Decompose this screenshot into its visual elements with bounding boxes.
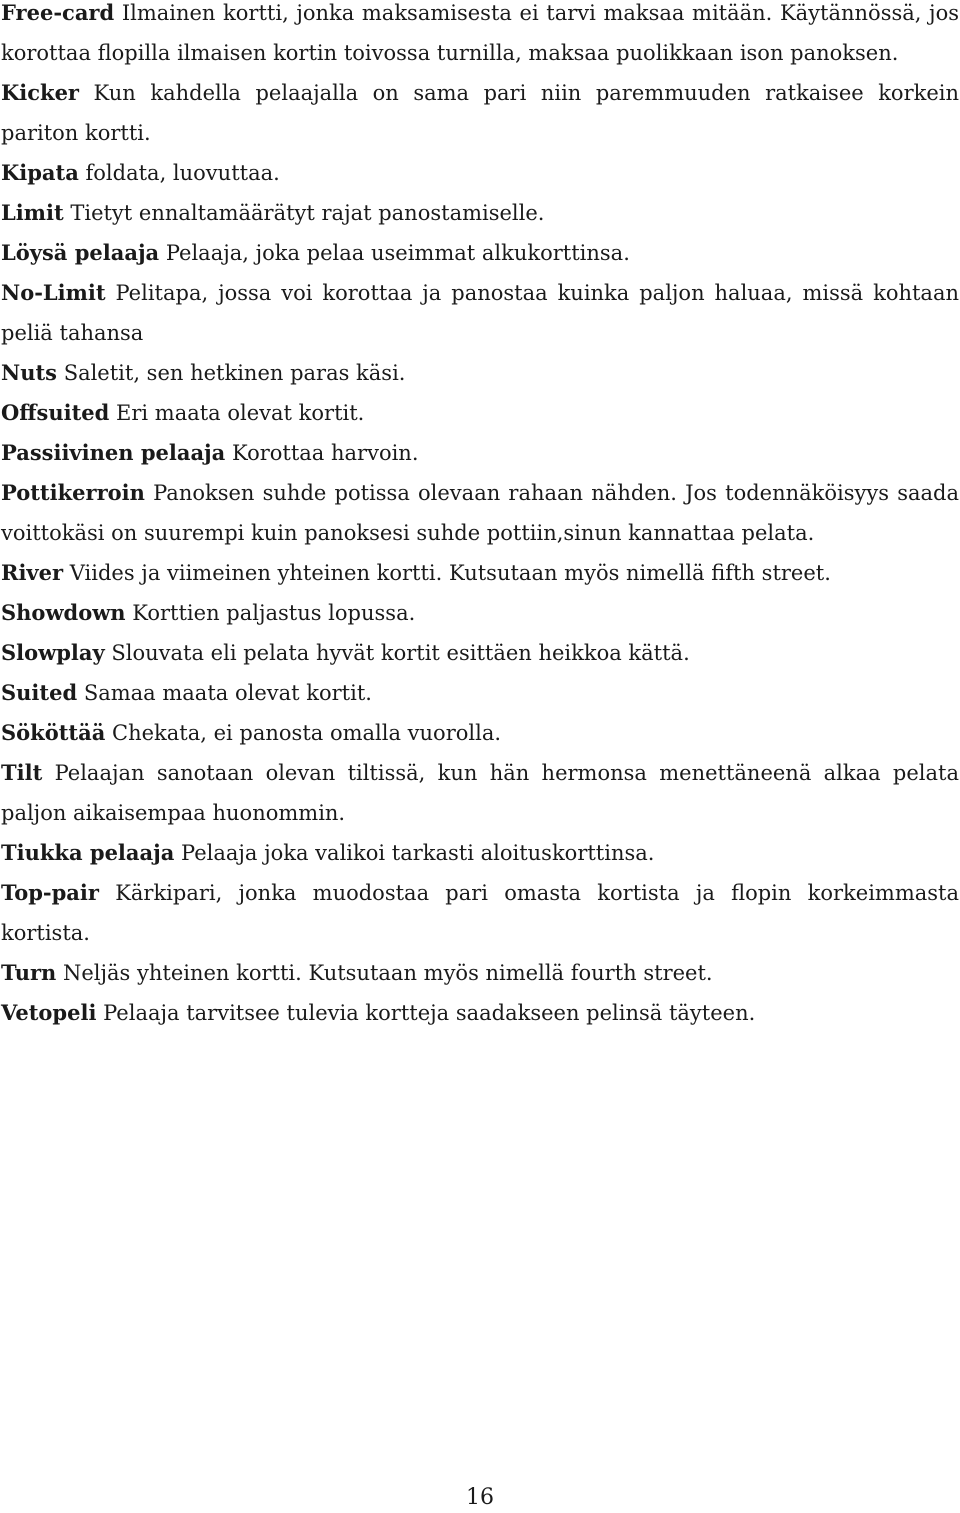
glossary-term: Pottikerroin [1, 480, 145, 505]
glossary-entry [1, 713, 959, 753]
glossary-term: Limit [1, 200, 64, 225]
glossary-entry [1, 873, 959, 953]
glossary-definition: Kärkipari, jonka muodostaa pari omasta kortista ja flopin korkeimmasta kortista. [1, 881, 959, 945]
glossary-term: Sököttää [1, 720, 106, 745]
glossary-entry [1, 593, 959, 633]
glossary-entry [1, 673, 959, 713]
glossary-term: No-Limit [1, 280, 106, 305]
glossary-entry [1, 953, 959, 993]
glossary-definition: Eri maata olevat kortit. [116, 401, 365, 425]
glossary-term: River [1, 560, 64, 585]
glossary-term: Slowplay [1, 640, 105, 665]
glossary-definition: Pelaaja, joka pelaa useimmat alkukorttinsa. [165, 241, 630, 265]
glossary-definition: Korttien paljastus lopussa. [132, 601, 416, 625]
glossary-entry [1, 153, 959, 193]
glossary-term: Löysä pelaaja [1, 240, 160, 265]
glossary-definition: Pelaajan sanotaan olevan tiltissä, kun hän hermonsa menettäneenä alkaa pelata paljon aikaisempaa huonommin. [1, 761, 959, 825]
glossary-definition: Korottaa harvoin. [231, 441, 419, 465]
glossary-definition: Slouvata eli pelata hyvät kortit esittäen heikkoa kättä. [111, 641, 690, 665]
glossary-list [1, 0, 959, 1033]
glossary-definition: Panoksen suhde potissa olevaan rahaan nähden. Jos todennäköisyys saada voittokäsi on suurempi kuin panoksesi suhde pottiin,sinun kannattaa pelata. [1, 481, 959, 545]
glossary-entry [1, 0, 959, 73]
glossary-term: Free-card [1, 0, 115, 25]
glossary-entry [1, 473, 959, 553]
glossary-entry [1, 393, 959, 433]
glossary-definition: Pelaaja tarvitsee tulevia kortteja saadakseen pelinsä täyteen. [103, 1001, 756, 1025]
glossary-term: Kipata [1, 160, 79, 185]
glossary-term: Turn [1, 960, 57, 985]
glossary-term: Showdown [1, 600, 126, 625]
glossary-entry [1, 73, 959, 153]
glossary-definition: Samaa maata olevat kortit. [83, 681, 372, 705]
glossary-term: Tilt [1, 760, 43, 785]
page-number: 16 [466, 1485, 494, 1510]
glossary-definition: Saletit, sen hetkinen paras käsi. [63, 361, 406, 385]
glossary-entry [1, 993, 959, 1033]
glossary-definition: Kun kahdella pelaajalla on sama pari niin paremmuuden ratkaisee korkein pariton kortti. [1, 81, 960, 145]
glossary-term: Passiivinen pelaaja [1, 440, 226, 465]
glossary-definition: Pelaaja joka valikoi tarkasti aloituskorttinsa. [181, 841, 655, 865]
glossary-entry [1, 753, 959, 833]
glossary-term: Top-pair [1, 880, 99, 905]
glossary-definition: Chekata, ei panosta omalla vuorolla. [112, 721, 502, 745]
glossary-entry [1, 273, 959, 353]
glossary-definition: Tietyt ennaltamäärätyt rajat panostamiselle. [70, 201, 545, 225]
glossary-definition: foldata, luovuttaa. [85, 161, 280, 185]
glossary-entry [1, 633, 959, 673]
glossary-term: Tiukka pelaaja [1, 840, 175, 865]
glossary-definition: Neljäs yhteinen kortti. Kutsutaan myös nimellä fourth street. [63, 961, 713, 985]
glossary-term: Suited [1, 680, 78, 705]
glossary-term: Kicker [1, 80, 79, 105]
glossary-definition: Ilmainen kortti, jonka maksamisesta ei tarvi maksaa mitään. Käytännössä, jos korottaa flopilla ilmaisen kortin toivossa turnilla, maksaa puolikkaan ison panoksen. [1, 1, 959, 65]
glossary-entry [1, 433, 959, 473]
glossary-entry [1, 553, 959, 593]
glossary-term: Offsuited [1, 400, 110, 425]
glossary-definition: Viides ja viimeinen yhteinen kortti. Kutsutaan myös nimellä fifth street. [69, 561, 831, 585]
glossary-term: Vetopeli [1, 1000, 97, 1025]
glossary-term: Nuts [1, 360, 57, 385]
glossary-entry [1, 353, 959, 393]
glossary-entry [1, 233, 959, 273]
glossary-entry [1, 833, 959, 873]
glossary-definition: Pelitapa, jossa voi korottaa ja panostaa kuinka paljon haluaa, missä kohtaan peliä tahansa [1, 281, 959, 345]
glossary-entry [1, 193, 959, 233]
